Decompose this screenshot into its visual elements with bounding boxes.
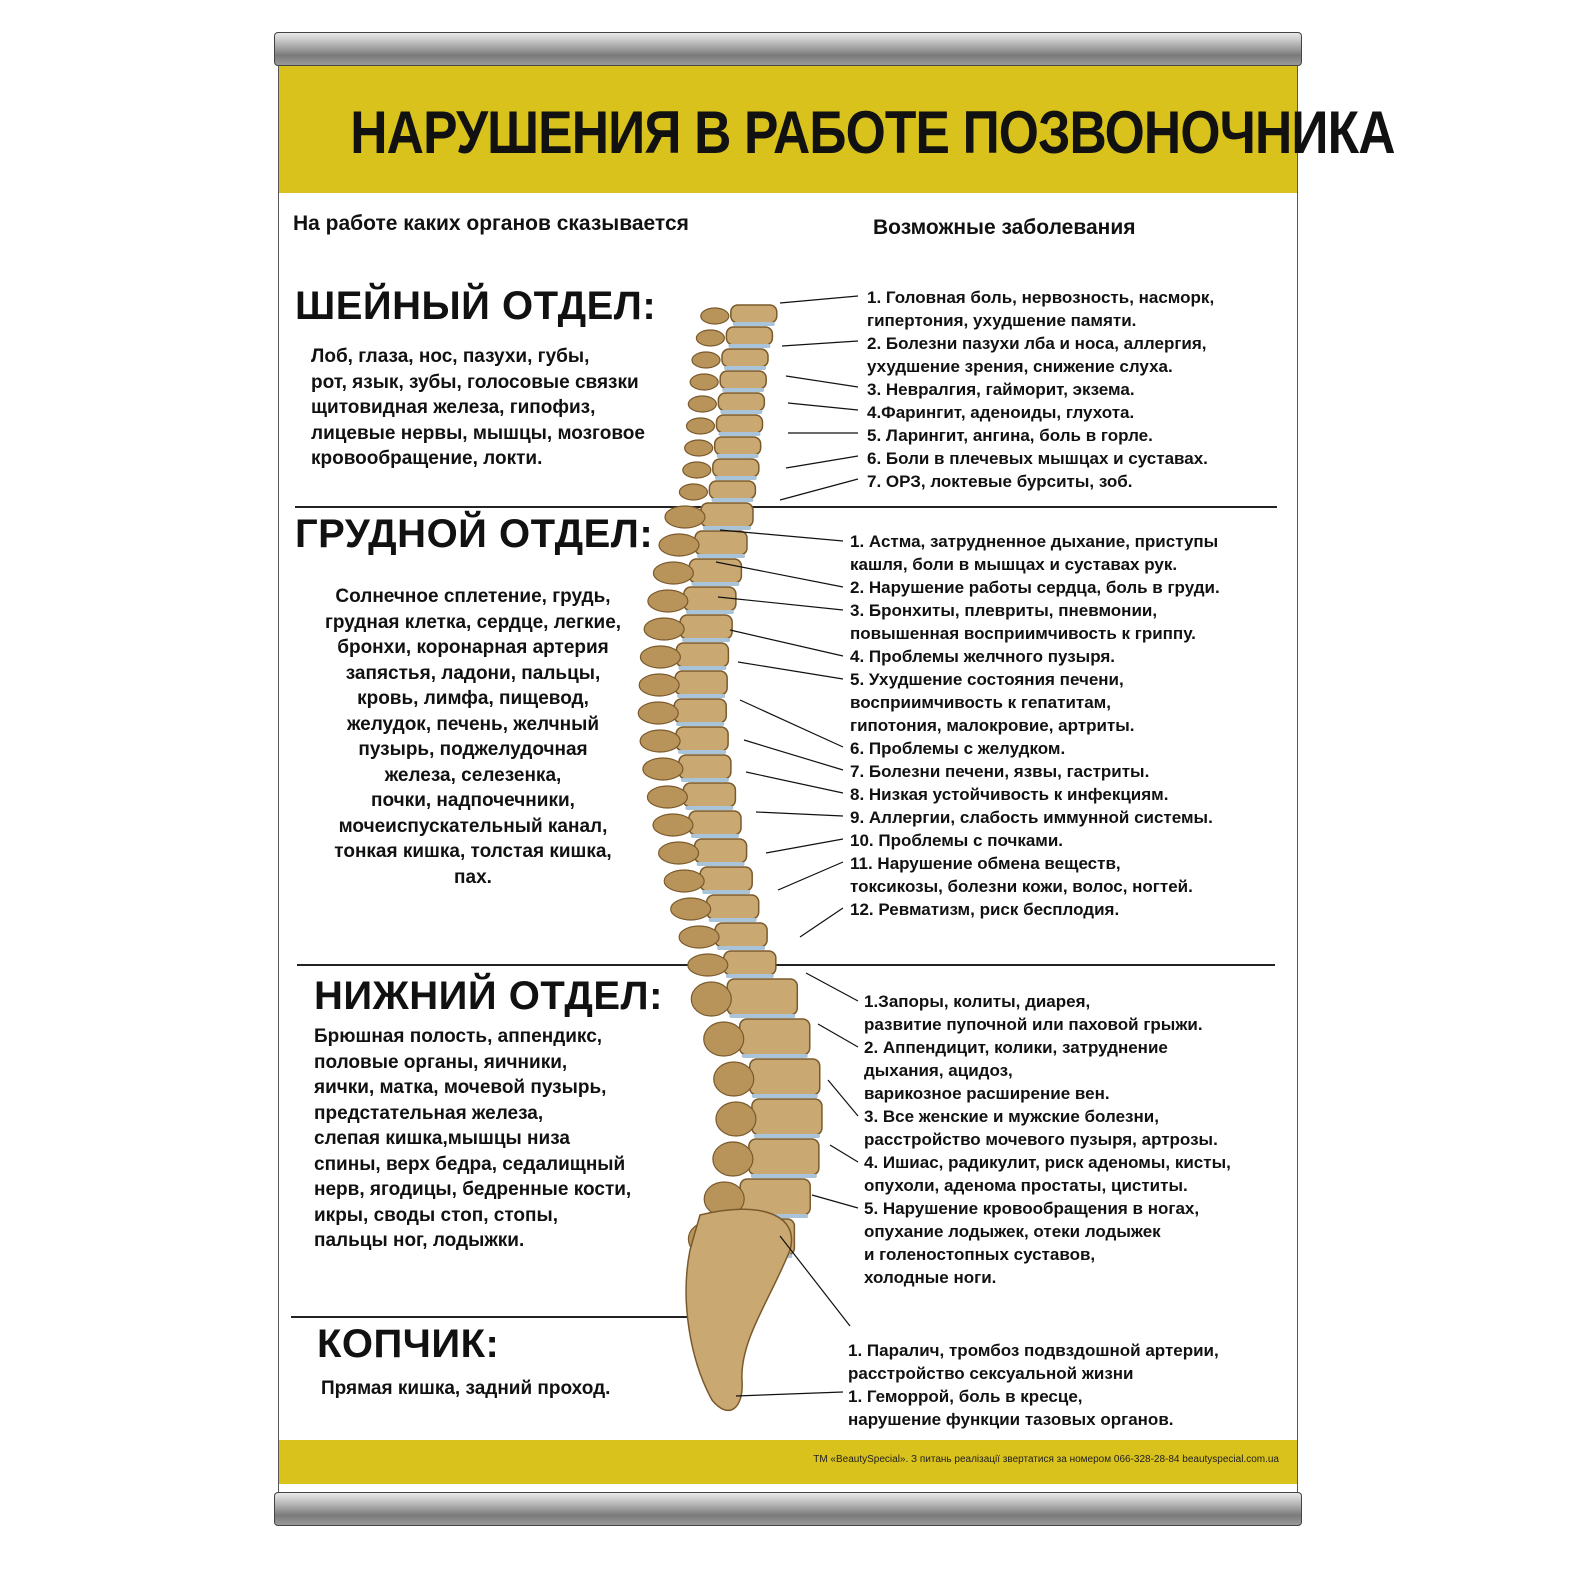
leader-line: [800, 908, 843, 937]
intervertebral-disc: [691, 834, 739, 838]
leader-line: [828, 1080, 858, 1116]
section-title-coccyx: КОПЧИК:: [317, 1322, 500, 1366]
spinous-process: [688, 396, 716, 412]
vertebra: [722, 349, 768, 367]
intervertebral-disc: [729, 1014, 795, 1018]
spinous-process: [692, 352, 720, 368]
leader-line: [744, 740, 843, 770]
intervertebral-disc: [682, 638, 730, 642]
vertebra: [718, 393, 764, 411]
spinous-process: [679, 926, 719, 948]
organs-line: почки, надпочечники,: [371, 790, 575, 811]
vertebra: [674, 699, 726, 723]
disease-line: 7. ОРЗ, локтевые бурситы, зоб.: [867, 472, 1133, 491]
leader-line: [766, 839, 843, 853]
vertebra: [713, 459, 759, 477]
organs-line: кровь, лимфа, пищевод,: [357, 688, 589, 709]
organs-line: Солнечное сплетение, грудь,: [335, 586, 611, 607]
spinous-process: [691, 982, 731, 1016]
vertebra: [720, 371, 766, 389]
disease-line: 5. Ухудшение состояния печени,: [850, 670, 1124, 689]
spinous-process: [639, 674, 679, 696]
leader-line: [736, 1392, 843, 1396]
vertebra: [731, 305, 777, 323]
disease-line: 1.Запоры, колиты, диарея,: [864, 992, 1091, 1011]
disease-line: ухудшение зрения, снижение слуха.: [867, 357, 1173, 376]
organs-line: пузырь, поджелудочная: [358, 739, 588, 760]
leader-line: [756, 812, 843, 816]
organs-line: Брюшная полость, аппендикс,: [314, 1026, 603, 1047]
vertebra: [701, 503, 753, 527]
organs-line: желудок, печень, желчный: [346, 713, 600, 735]
spinous-process: [653, 562, 693, 584]
leader-line: [830, 1145, 858, 1162]
spinous-process: [653, 814, 693, 836]
organs-line: железа, селезенка,: [384, 764, 562, 786]
organs-line: грудная клетка, сердце, легкие,: [324, 611, 622, 633]
vertebra: [707, 895, 759, 919]
spinous-process: [701, 308, 729, 324]
intervertebral-disc: [733, 322, 775, 326]
vertebra: [727, 979, 797, 1015]
organs-line: запястья, ладони, пальцы,: [345, 662, 601, 684]
disease-line: 1. Геморрой, боль в кресце,: [848, 1387, 1083, 1406]
disease-line: холодные ноги.: [864, 1268, 997, 1287]
vertebra: [724, 951, 776, 975]
vertebra: [675, 671, 727, 695]
vertebra: [676, 643, 728, 667]
disease-line: расстройство сексуальной жизни: [848, 1364, 1134, 1383]
intervertebral-disc: [676, 722, 724, 726]
intervertebral-disc: [702, 890, 750, 894]
intervertebral-disc: [728, 344, 770, 348]
organs-line: половые органы, яичники,: [314, 1051, 568, 1073]
disease-line: восприимчивость к гепатитам,: [850, 693, 1111, 712]
disease-line: 4. Ишиас, радикулит, риск аденомы, кисты,: [864, 1153, 1231, 1172]
spinous-process: [716, 1102, 756, 1136]
disease-line: варикозное расширение вен.: [864, 1084, 1110, 1103]
leader-line: [730, 630, 843, 656]
spinous-process: [704, 1022, 744, 1056]
spinous-process: [690, 374, 718, 390]
spinous-process: [647, 786, 687, 808]
vertebra: [726, 327, 772, 345]
organs-line: слепая кишка,мышцы низа: [314, 1128, 570, 1149]
sacrum: [686, 1209, 791, 1410]
leader-line: [780, 479, 858, 500]
vertebra: [750, 1059, 820, 1095]
spinous-process: [713, 1142, 753, 1176]
organs-line: спины, верх бедра, седалищный: [314, 1153, 626, 1175]
disease-line: 3. Все женские и мужские болезни,: [864, 1107, 1159, 1126]
spinous-process: [659, 534, 699, 556]
intervertebral-disc: [742, 1054, 808, 1058]
disease-line: 4.Фарингит, аденоиды, глухота.: [867, 403, 1135, 422]
spinous-process: [638, 702, 678, 724]
intervertebral-disc: [678, 666, 726, 670]
organs-line: яички, матка, мочевой пузырь,: [314, 1077, 607, 1098]
disease-line: 2. Нарушение работы сердца, боль в груди.: [850, 578, 1220, 597]
intervertebral-disc: [720, 410, 762, 414]
vertebra: [683, 783, 735, 807]
disease-line: 1. Головная боль, нервозность, насморк,: [867, 288, 1215, 307]
disease-line: 6. Проблемы с желудком.: [850, 739, 1066, 758]
organs-line: мочеиспускательный канал,: [338, 815, 608, 837]
disease-line: 4. Проблемы желчного пузыря.: [850, 647, 1116, 666]
disease-line: развитие пупочной или паховой грыжи.: [864, 1015, 1203, 1034]
vertebra: [679, 755, 731, 779]
spinous-process: [659, 842, 699, 864]
intervertebral-disc: [681, 778, 729, 782]
organs-line: икры, своды стоп, стопы,: [314, 1204, 558, 1226]
organs-line: нерв, ягодицы, бедренные кости,: [314, 1179, 632, 1200]
organs-line: рот, язык, зубы, голосовые связки: [311, 371, 639, 393]
diseases-column-header: Возможные заболевания: [873, 216, 1136, 239]
disease-line: гипотония, малокровие, артриты.: [850, 716, 1135, 735]
intervertebral-disc: [685, 806, 733, 810]
spinous-process: [683, 462, 711, 478]
vertebra: [709, 481, 755, 499]
vertebra: [695, 531, 747, 555]
vertebra: [680, 615, 732, 639]
disease-line: 3. Невралгия, гайморит, экзема.: [867, 380, 1135, 399]
disease-line: 8. Низкая устойчивость к инфекциям.: [850, 785, 1169, 804]
spinous-process: [665, 506, 705, 528]
intervertebral-disc: [722, 388, 764, 392]
organs-line: кровообращение, локти.: [311, 448, 543, 469]
organs-line: Лоб, глаза, нос, пазухи, губы,: [311, 346, 590, 367]
intervertebral-disc: [752, 1094, 818, 1098]
organs-line: лицевые нервы, мышцы, мозговое: [311, 422, 645, 444]
organs-line: тонкая кишка, толстая кишка,: [334, 841, 612, 862]
intervertebral-disc: [719, 432, 761, 436]
disease-line: гипертония, ухудшение памяти.: [867, 311, 1137, 330]
disease-line: 10. Проблемы с почками.: [850, 831, 1064, 850]
spinous-process: [714, 1062, 754, 1096]
intervertebral-disc: [677, 694, 725, 698]
organs-line: предстательная железа,: [314, 1102, 544, 1124]
disease-line: опухание лодыжек, отеки лодыжек: [864, 1222, 1161, 1241]
vertebra: [684, 587, 736, 611]
disease-line: 5. Ларингит, ангина, боль в горле.: [867, 426, 1153, 445]
spinous-process: [664, 870, 704, 892]
leader-line: [818, 1024, 858, 1047]
vertebra: [700, 867, 752, 891]
vertebra: [689, 811, 741, 835]
intervertebral-disc: [697, 554, 745, 558]
disease-line: 1. Астма, затрудненное дыхание, приступы: [850, 532, 1219, 551]
leader-line: [780, 1236, 850, 1326]
disease-line: 6. Боли в плечевых мышцах и суставах.: [867, 449, 1208, 468]
intervertebral-disc: [691, 582, 739, 586]
spinous-process: [671, 898, 711, 920]
intervertebral-disc: [754, 1134, 820, 1138]
leader-line: [738, 662, 843, 679]
disease-line: 2. Аппендицит, колики, затруднение: [864, 1038, 1168, 1057]
disease-line: нарушение функции тазовых органов.: [848, 1410, 1174, 1429]
disease-line: 9. Аллергии, слабость иммунной системы.: [850, 808, 1213, 827]
leader-line: [778, 862, 843, 890]
vertebra: [695, 839, 747, 863]
vertebra: [717, 415, 763, 433]
intervertebral-disc: [717, 946, 765, 950]
spinous-process: [679, 484, 707, 500]
intervertebral-disc: [726, 974, 774, 978]
leader-line: [740, 700, 843, 747]
section-title-cervical: ШЕЙНЫЙ ОТДЕЛ:: [295, 284, 657, 328]
intervertebral-disc: [703, 526, 751, 530]
leader-line: [780, 296, 858, 303]
disease-line: дыхания, ацидоз,: [864, 1061, 1013, 1080]
spinous-process: [644, 618, 684, 640]
section-title-lumbar: НИЖНИЙ ОТДЕЛ:: [314, 974, 663, 1018]
spinous-process: [685, 440, 713, 456]
organs-line: щитовидная железа, гипофиз,: [311, 397, 596, 418]
disease-line: 11. Нарушение обмена веществ,: [850, 854, 1121, 873]
disease-line: повышенная восприимчивость к гриппу.: [850, 624, 1196, 643]
organs-line: пах.: [454, 866, 492, 888]
organs-line: пальцы ног, лодыжки.: [314, 1230, 525, 1251]
disease-line: опухоли, аденома простаты, циститы.: [864, 1176, 1188, 1195]
disease-line: токсикозы, болезни кожи, волос, ногтей.: [850, 877, 1193, 896]
disease-line: 1. Паралич, тромбоз подвздошной артерии,: [848, 1341, 1219, 1360]
disease-line: 7. Болезни печени, язвы, гастриты.: [850, 762, 1150, 781]
leader-line: [718, 597, 843, 610]
vertebral-column: [638, 305, 822, 1410]
leader-line: [786, 376, 858, 387]
disease-line: 3. Бронхиты, плевриты, пневмонии,: [850, 601, 1158, 620]
vertebra: [689, 559, 741, 583]
intervertebral-disc: [717, 454, 759, 458]
intervertebral-disc: [711, 498, 753, 502]
organs-line: Прямая кишка, задний проход.: [321, 1378, 611, 1399]
disease-line: 2. Болезни пазухи лба и носа, аллергия,: [867, 334, 1207, 353]
disease-line: 5. Нарушение кровообращения в ногах,: [864, 1199, 1200, 1218]
vertebra: [715, 437, 761, 455]
spinous-process: [688, 954, 728, 976]
vertebra: [752, 1099, 822, 1135]
spinous-process: [640, 646, 680, 668]
leader-line: [788, 403, 858, 410]
leader-line: [746, 772, 843, 793]
intervertebral-disc: [724, 366, 766, 370]
organs-column-header: На работе каких органов сказывается: [293, 212, 689, 235]
intervertebral-disc: [715, 476, 757, 480]
spinous-process: [648, 590, 688, 612]
disease-line: 12. Ревматизм, риск бесплодия.: [850, 900, 1120, 919]
spinous-process: [687, 418, 715, 434]
leader-line: [782, 341, 858, 346]
leader-line: [806, 973, 858, 1001]
vertebra: [749, 1139, 819, 1175]
vertebra: [715, 923, 767, 947]
intervertebral-disc: [751, 1174, 817, 1178]
poster-title: НАРУШЕНИЯ В РАБОТЕ ПОЗВОНОЧНИКА: [350, 99, 1395, 166]
disease-line: и голеностопных суставов,: [864, 1245, 1096, 1264]
intervertebral-disc: [709, 918, 757, 922]
leader-line: [786, 456, 858, 468]
vertebra: [676, 727, 728, 751]
intervertebral-disc: [686, 610, 734, 614]
organs-line: бронхи, коронарная артерия: [337, 637, 609, 658]
footer-note: ТМ «BeautySpecial». З питань реалізації звертатися за номером 066-328-28-84 beautyspecial.com.ua: [813, 1454, 1279, 1465]
leader-line: [812, 1195, 858, 1208]
section-title-thoracic: ГРУДНОЙ ОТДЕЛ:: [295, 512, 654, 556]
spinous-process: [643, 758, 683, 780]
disease-line: расстройство мочевого пузыря, артрозы.: [864, 1130, 1218, 1149]
intervertebral-disc: [697, 862, 745, 866]
vertebra: [740, 1019, 810, 1055]
intervertebral-disc: [678, 750, 726, 754]
spinous-process: [640, 730, 680, 752]
spinous-process: [696, 330, 724, 346]
disease-line: кашля, боли в мышцах и суставах рук.: [850, 555, 1178, 574]
